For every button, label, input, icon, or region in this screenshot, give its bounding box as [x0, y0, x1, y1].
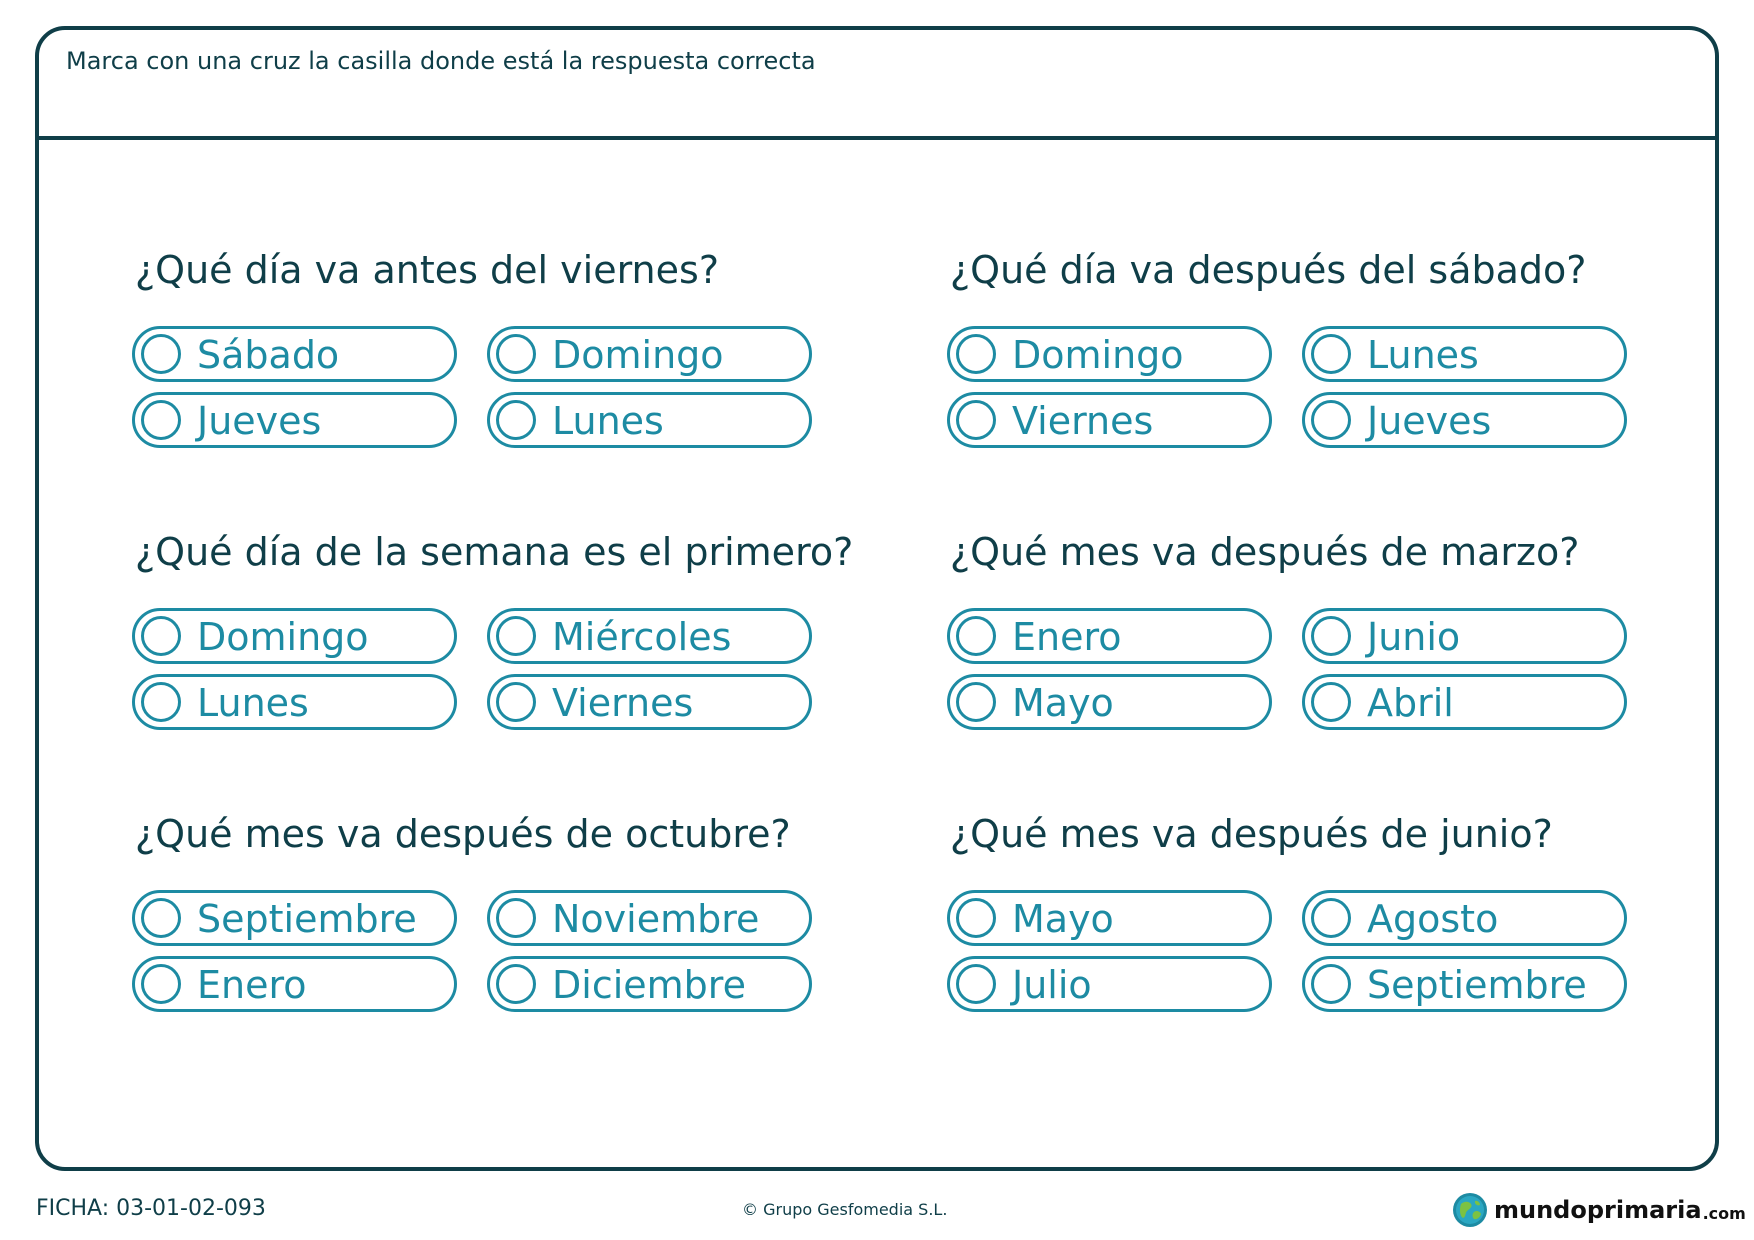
- answer-label: Sábado: [197, 333, 340, 377]
- answer-label: Domingo: [552, 333, 724, 377]
- answer-option[interactable]: [132, 956, 457, 1012]
- checkbox-circle-icon[interactable]: [141, 334, 181, 374]
- question-block-6: [950, 812, 1710, 1062]
- answer-label: Agosto: [1367, 897, 1499, 941]
- checkbox-circle-icon[interactable]: [956, 400, 996, 440]
- logo-suffix: .com: [1702, 1203, 1746, 1223]
- checkbox-circle-icon[interactable]: [956, 964, 996, 1004]
- instruction-text: Marca con una cruz la casilla donde está la respuesta correcta: [66, 47, 816, 75]
- answer-label: Enero: [197, 963, 307, 1007]
- question-text: ¿Qué mes va después de junio?: [950, 812, 1553, 856]
- checkbox-circle-icon[interactable]: [141, 616, 181, 656]
- checkbox-circle-icon[interactable]: [141, 964, 181, 1004]
- checkbox-circle-icon[interactable]: [496, 964, 536, 1004]
- answer-option[interactable]: [132, 890, 457, 946]
- answer-label: Mayo: [1012, 897, 1114, 941]
- question-text: ¿Qué mes va después de marzo?: [950, 530, 1580, 574]
- question-block-3: [135, 530, 895, 780]
- answer-label: Septiembre: [1367, 963, 1587, 1007]
- answer-label: Miércoles: [552, 615, 732, 659]
- question-text: ¿Qué día va después del sábado?: [950, 248, 1587, 292]
- answer-option[interactable]: [947, 608, 1272, 664]
- worksheet-code: FICHA: 03-01-02-093: [36, 1196, 266, 1221]
- answer-option[interactable]: [947, 326, 1272, 382]
- answer-option[interactable]: [487, 956, 812, 1012]
- answer-label: Septiembre: [197, 897, 417, 941]
- checkbox-circle-icon[interactable]: [956, 898, 996, 938]
- question-block-5: [135, 812, 895, 1062]
- answer-label: Viernes: [1012, 399, 1154, 443]
- answer-label: Noviembre: [552, 897, 760, 941]
- brand-logo[interactable]: [1452, 1190, 1746, 1230]
- checkbox-circle-icon[interactable]: [141, 898, 181, 938]
- answer-option[interactable]: [132, 608, 457, 664]
- checkbox-circle-icon[interactable]: [956, 682, 996, 722]
- checkbox-circle-icon[interactable]: [1311, 400, 1351, 440]
- checkbox-circle-icon[interactable]: [1311, 964, 1351, 1004]
- answer-option[interactable]: [132, 326, 457, 382]
- checkbox-circle-icon[interactable]: [956, 616, 996, 656]
- answer-label: Jueves: [1367, 399, 1492, 443]
- globe-icon: [1452, 1192, 1488, 1228]
- answer-option[interactable]: [1302, 608, 1627, 664]
- question-text: ¿Qué día va antes del viernes?: [135, 248, 719, 292]
- answer-option[interactable]: [132, 392, 457, 448]
- answer-label: Lunes: [197, 681, 309, 725]
- checkbox-circle-icon[interactable]: [1311, 616, 1351, 656]
- answer-option[interactable]: [947, 890, 1272, 946]
- instruction-bar: [39, 30, 1715, 140]
- checkbox-circle-icon[interactable]: [956, 334, 996, 374]
- checkbox-circle-icon[interactable]: [141, 400, 181, 440]
- answer-label: Viernes: [552, 681, 694, 725]
- checkbox-circle-icon[interactable]: [141, 682, 181, 722]
- answer-label: Junio: [1367, 615, 1461, 659]
- question-block-1: [135, 248, 895, 498]
- question-block-2: [950, 248, 1710, 498]
- checkbox-circle-icon[interactable]: [1311, 334, 1351, 374]
- checkbox-circle-icon[interactable]: [496, 334, 536, 374]
- answer-label: Lunes: [552, 399, 664, 443]
- answer-option[interactable]: [132, 674, 457, 730]
- answer-label: Diciembre: [552, 963, 746, 1007]
- answer-label: Domingo: [1012, 333, 1184, 377]
- answer-label: Enero: [1012, 615, 1122, 659]
- answer-option[interactable]: [487, 392, 812, 448]
- answer-label: Jueves: [197, 399, 322, 443]
- answer-option[interactable]: [947, 392, 1272, 448]
- checkbox-circle-icon[interactable]: [496, 898, 536, 938]
- answer-option[interactable]: [1302, 674, 1627, 730]
- answer-option[interactable]: [487, 890, 812, 946]
- checkbox-circle-icon[interactable]: [1311, 682, 1351, 722]
- answer-option[interactable]: [947, 956, 1272, 1012]
- answer-option[interactable]: [1302, 890, 1627, 946]
- answer-label: Julio: [1012, 963, 1092, 1007]
- question-block-4: [950, 530, 1710, 780]
- answer-label: Domingo: [197, 615, 369, 659]
- answer-option[interactable]: [487, 674, 812, 730]
- answer-option[interactable]: [947, 674, 1272, 730]
- checkbox-circle-icon[interactable]: [496, 682, 536, 722]
- answer-option[interactable]: [1302, 392, 1627, 448]
- checkbox-circle-icon[interactable]: [1311, 898, 1351, 938]
- checkbox-circle-icon[interactable]: [496, 616, 536, 656]
- copyright-text: © Grupo Gesfomedia S.L.: [742, 1200, 948, 1219]
- question-text: ¿Qué día de la semana es el primero?: [135, 530, 854, 574]
- answer-option[interactable]: [1302, 326, 1627, 382]
- question-text: ¿Qué mes va después de octubre?: [135, 812, 791, 856]
- answer-label: Mayo: [1012, 681, 1114, 725]
- checkbox-circle-icon[interactable]: [496, 400, 536, 440]
- answer-option[interactable]: [1302, 956, 1627, 1012]
- answer-option[interactable]: [487, 326, 812, 382]
- logo-text: mundoprimaria: [1494, 1196, 1702, 1224]
- answer-label: Lunes: [1367, 333, 1479, 377]
- answer-label: Abril: [1367, 681, 1454, 725]
- answer-option[interactable]: [487, 608, 812, 664]
